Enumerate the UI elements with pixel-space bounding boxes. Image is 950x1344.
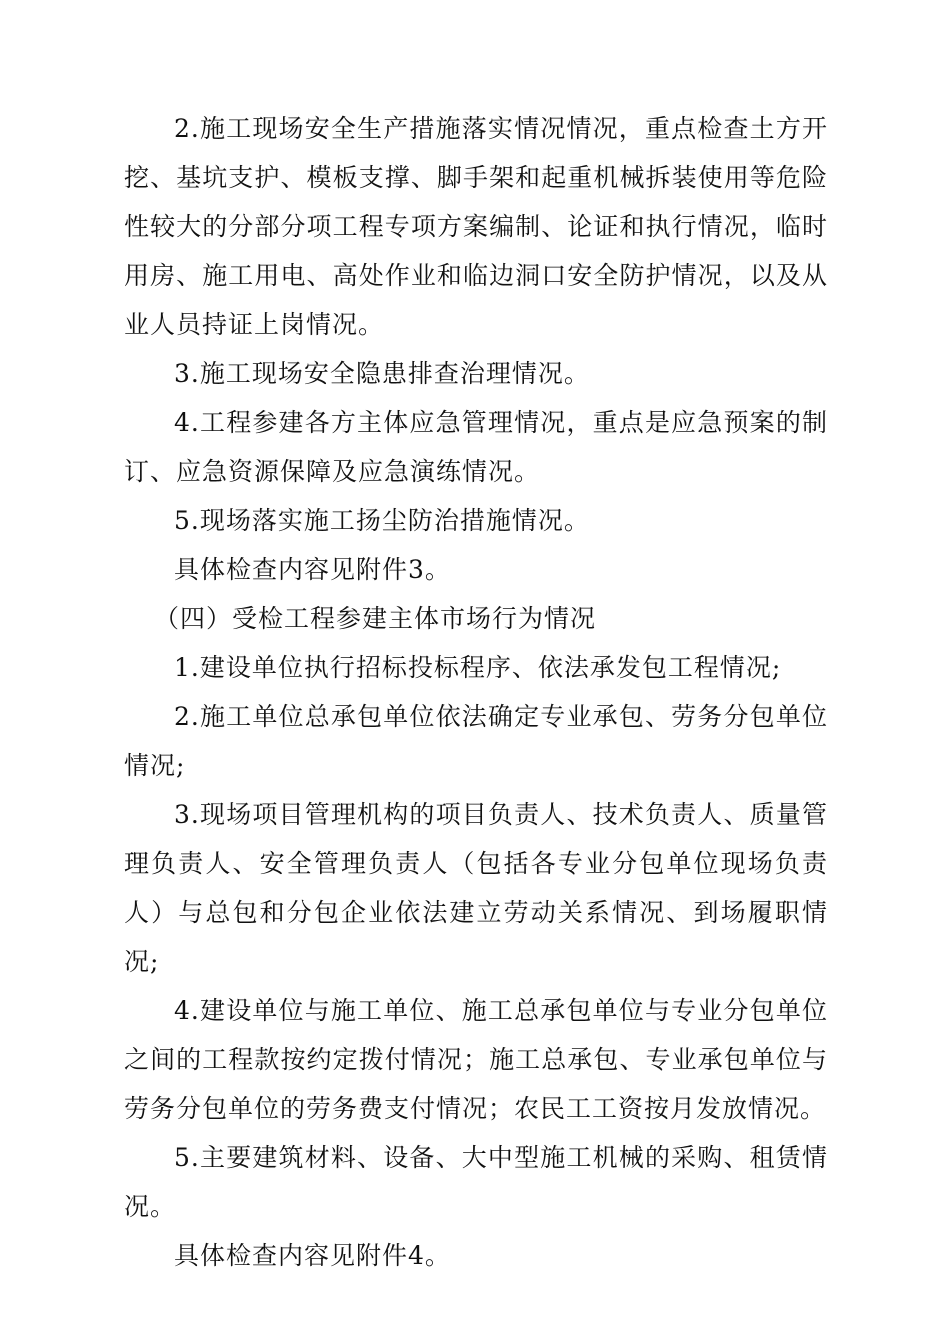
paragraph-hazard-investigation: 3.施工现场安全隐患排查治理情况。 <box>174 359 590 388</box>
section-heading-market-behavior: （四）受检工程参建主体市场行为情况 <box>154 604 597 633</box>
paragraph-subcontracting: 2.施工单位总承包单位依法确定专业承包、劳务分包单位情况; <box>124 702 828 780</box>
paragraph-see-attachment-3: 具体检查内容见附件3。 <box>174 555 451 584</box>
document-body <box>124 104 828 1280</box>
paragraph-project-management-staff: 3.现场项目管理机构的项目负责人、技术负责人、质量管理负责人、安全管理负责人（包括各专业分包单位现场负责人）与总包和分包企业依法建立劳动关系情况、到场履职情况; <box>124 800 828 976</box>
paragraph-emergency-management: 4.工程参建各方主体应急管理情况，重点是应急预案的制订、应急资源保障及应急演练情况。 <box>124 408 828 486</box>
paragraph-bidding-procedure: 1.建设单位执行招标投标程序、依法承发包工程情况; <box>174 653 782 682</box>
paragraph-construction-safety-measures: 2.施工现场安全生产措施落实情况情况，重点检查土方开挖、基坑支护、模板支撑、脚手架和起重机械拆装使用等危险性较大的分部分项工程专项方案编制、论证和执行情况，临时用房、施工用电、高处作业和临边洞口安全防护情况，以及从业人员持证上岗情况。 <box>124 114 828 339</box>
paragraph-materials-procurement: 5.主要建筑材料、设备、大中型施工机械的采购、租赁情况。 <box>124 1143 828 1221</box>
paragraph-dust-control: 5.现场落实施工扬尘防治措施情况。 <box>174 506 590 535</box>
paragraph-see-attachment-4: 具体检查内容见附件4。 <box>174 1241 451 1270</box>
paragraph-payment-status: 4.建设单位与施工单位、施工总承包单位与专业分包单位之间的工程款按约定拨付情况；施工总承包、专业承包单位与劳务分包单位的劳务费支付情况；农民工工资按月发放情况。 <box>124 996 828 1123</box>
